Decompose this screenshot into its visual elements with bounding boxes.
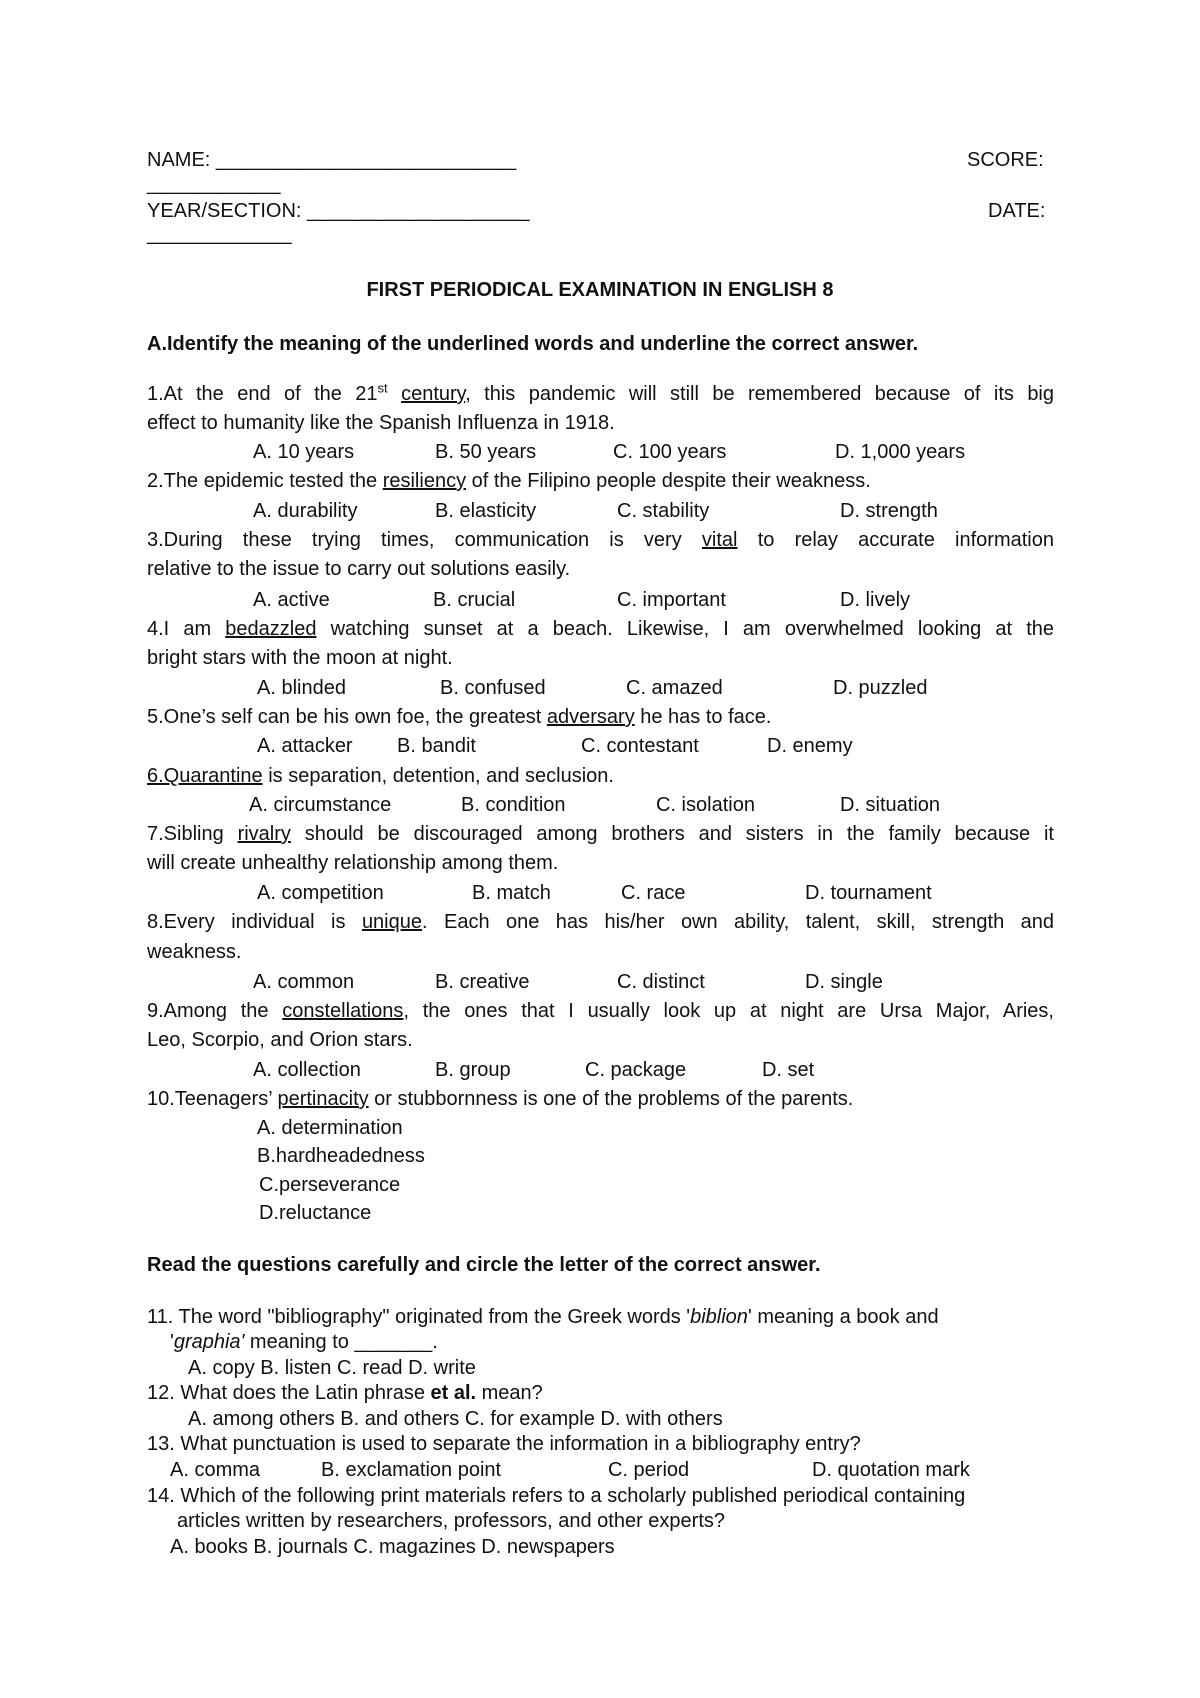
section-a-instruction: A.Identify the meaning of the underlined words and underline the correct answer.: [147, 333, 919, 355]
question-14: 14. Which of the following print materials refers to a scholarly published periodical containing: [147, 1485, 966, 1507]
underlined-word: resiliency: [382, 470, 467, 492]
choice-d[interactable]: D. lively: [840, 589, 911, 611]
question-7: 7.Sibling rivalry should be discouraged among brothers and sisters in the family because it: [147, 823, 1054, 845]
choice-a[interactable]: A. blinded: [257, 677, 346, 699]
underlined-word: unique: [361, 911, 422, 933]
choice-d[interactable]: D.reluctance: [259, 1202, 372, 1224]
underlined-word: rivalry: [237, 823, 291, 845]
choice-b[interactable]: B. condition: [461, 794, 566, 816]
underlined-word: constellations: [282, 1000, 404, 1022]
choice-b[interactable]: B. bandit: [397, 735, 476, 757]
year-section-field-label: YEAR/SECTION: ____________________: [147, 200, 530, 222]
choice-d[interactable]: D. 1,000 years: [835, 441, 966, 463]
choice-a[interactable]: A. attacker: [257, 735, 353, 757]
choice-a[interactable]: A. competition: [257, 882, 384, 904]
choice-d[interactable]: D. situation: [840, 794, 941, 816]
choice-a[interactable]: A. comma: [170, 1459, 261, 1481]
choice-c[interactable]: C. distinct: [617, 971, 705, 993]
question-1-line-2: effect to humanity like the Spanish Influenza in 1918.: [147, 412, 615, 434]
question-4: 4.I am bedazzled watching sunset at a beach. Likewise, I am overwhelmed looking at the: [147, 618, 1054, 640]
choice-c[interactable]: C. amazed: [626, 677, 723, 699]
underlined-word: century: [401, 383, 466, 405]
choice-c[interactable]: C. 100 years: [613, 441, 727, 463]
choice-b[interactable]: B. group: [435, 1059, 511, 1081]
score-blank: ____________: [147, 173, 281, 195]
question-12-choices[interactable]: A. among others B. and others C. for example D. with others: [188, 1408, 723, 1430]
score-label: SCORE:: [967, 149, 1044, 171]
question-14-choices[interactable]: A. books B. journals C. magazines D. newspapers: [170, 1536, 615, 1558]
choice-b[interactable]: B. elasticity: [435, 500, 537, 522]
underlined-word: pertinacity: [277, 1088, 369, 1110]
name-field-label: NAME: ___________________________: [147, 149, 517, 171]
question-13: 13. What punctuation is used to separate the information in a bibliography entry?: [147, 1433, 861, 1455]
choice-d[interactable]: D. single: [805, 971, 883, 993]
choice-b[interactable]: B. confused: [440, 677, 546, 699]
choice-c[interactable]: C.perseverance: [259, 1174, 401, 1196]
underlined-word: bedazzled: [225, 618, 317, 640]
question-11: 11. The word "bibliography" originated from the Greek words 'biblion' meaning a book and: [147, 1306, 939, 1328]
question-1: 1.At the end of the 21st century, this pandemic will still be remembered because of its big: [147, 380, 1055, 405]
choice-c[interactable]: C. race: [621, 882, 686, 904]
question-6: 6.Quarantine is separation, detention, and seclusion.: [147, 765, 614, 787]
question-14-line-2: articles written by researchers, professors, and other experts?: [177, 1510, 726, 1532]
question-2: 2.The epidemic tested the resiliency of the Filipino people despite their weakness.: [147, 470, 871, 492]
choice-a[interactable]: A. circumstance: [249, 794, 392, 816]
choice-d[interactable]: D. strength: [840, 500, 938, 522]
question-8: 8.Every individual is unique. Each one has his/her own ability, talent, skill, strength and: [147, 911, 1054, 933]
choice-a[interactable]: A. active: [253, 589, 330, 611]
choice-c[interactable]: C. period: [608, 1459, 690, 1481]
question-3-line-2: relative to the issue to carry out solutions easily.: [147, 558, 571, 580]
choice-d[interactable]: D. quotation mark: [812, 1459, 970, 1481]
question-7-line-2: will create unhealthy relationship among them.: [147, 852, 559, 874]
choice-c[interactable]: C. contestant: [581, 735, 699, 757]
section-b-instruction: Read the questions carefully and circle the letter of the correct answer.: [147, 1254, 821, 1276]
question-12: 12. What does the Latin phrase et al. mean?: [147, 1382, 543, 1404]
choice-b[interactable]: B. 50 years: [435, 441, 537, 463]
choice-b[interactable]: B. creative: [435, 971, 530, 993]
choice-b[interactable]: B.hardheadedness: [257, 1145, 425, 1167]
date-label: DATE:: [988, 200, 1046, 222]
question-9-line-2: Leo, Scorpio, and Orion stars.: [147, 1029, 413, 1051]
exam-title: FIRST PERIODICAL EXAMINATION IN ENGLISH 8: [366, 279, 834, 301]
choice-a[interactable]: A. collection: [253, 1059, 361, 1081]
question-3: 3.During these trying times, communication is very vital to relay accurate information: [147, 529, 1054, 551]
question-5: 5.One’s self can be his own foe, the greatest adversary he has to face.: [147, 706, 772, 728]
question-4-line-2: bright stars with the moon at night.: [147, 647, 453, 669]
choice-c[interactable]: C. isolation: [656, 794, 755, 816]
underlined-word: vital: [701, 529, 738, 551]
question-9: 9.Among the constellations, the ones that I usually look up at night are Ursa Major, Aries,: [147, 1000, 1054, 1022]
question-8-line-2: weakness.: [147, 941, 242, 963]
choice-a[interactable]: A. 10 years: [253, 441, 355, 463]
choice-c[interactable]: C. important: [617, 589, 726, 611]
question-11-choices[interactable]: A. copy B. listen C. read D. write: [188, 1357, 476, 1379]
choice-b[interactable]: B. exclamation point: [321, 1459, 502, 1481]
choice-d[interactable]: D. tournament: [805, 882, 932, 904]
underlined-word: adversary: [546, 706, 635, 728]
choice-b[interactable]: B. crucial: [433, 589, 516, 611]
date-blank: _____________: [147, 223, 292, 245]
choice-c[interactable]: C. package: [585, 1059, 687, 1081]
question-11-line-2: 'graphia' meaning to _______.: [170, 1331, 438, 1353]
question-10: 10.Teenagers’ pertinacity or stubbornness is one of the problems of the parents.: [147, 1088, 854, 1110]
choice-a[interactable]: A. determination: [257, 1117, 403, 1139]
choice-b[interactable]: B. match: [472, 882, 551, 904]
underlined-word: 6.Quarantine: [147, 765, 263, 787]
choice-a[interactable]: A. durability: [253, 500, 358, 522]
choice-d[interactable]: D. enemy: [767, 735, 853, 757]
choice-c[interactable]: C. stability: [617, 500, 710, 522]
choice-d[interactable]: D. set: [762, 1059, 815, 1081]
choice-d[interactable]: D. puzzled: [833, 677, 928, 699]
choice-a[interactable]: A. common: [253, 971, 355, 993]
